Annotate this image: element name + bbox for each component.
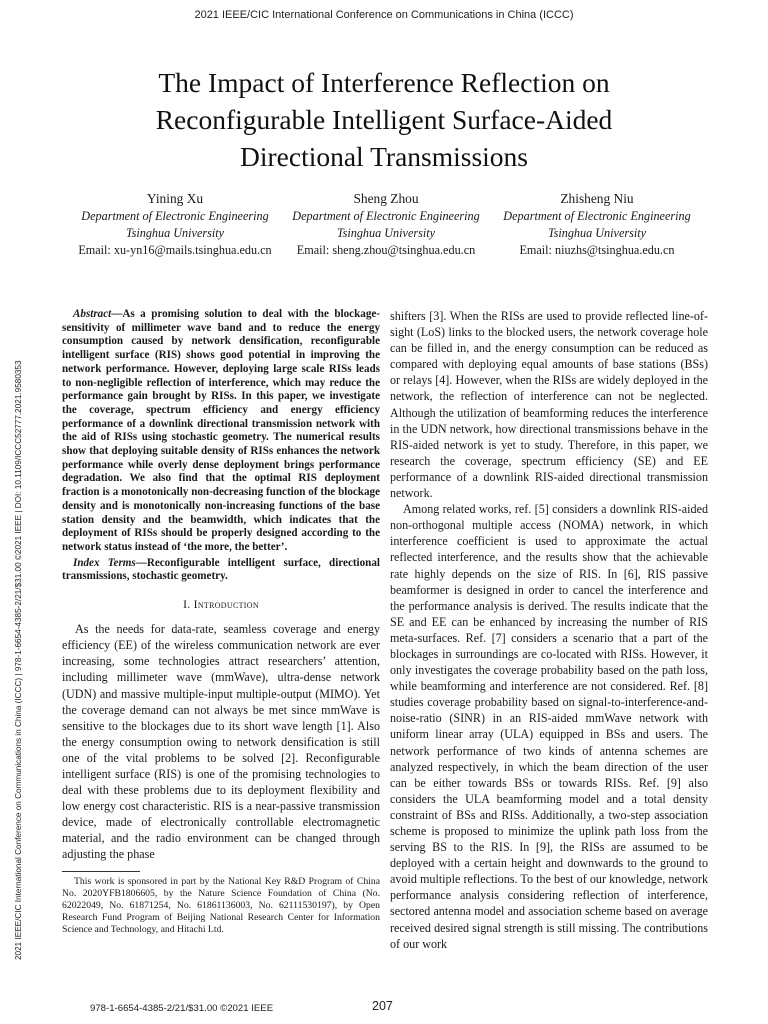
doi-side-strip: 2021 IEEE/CIC International Conference on Communications in China (ICCC) | 978-1-6654-4385-2/21/$31.00 ©2021 IEEE | DOI: 10.1109/ICCC52777.2021.9580353: [14, 360, 23, 960]
author-university: Tsinghua University: [125, 226, 225, 240]
abstract-lead: Abstract: [73, 308, 112, 320]
page-number: 207: [372, 999, 393, 1013]
body-paragraph: shifters [3]. When the RISs are used to provide reflected line-of-sight (LoS) links to the blocked users, the network coverage hole can be filled in, and the energy consumption can be reduced as compared with deploying equal amounts of base stations (BSs) or relays [4]. However, when the RISs are widely deployed in the network, the reflection of interference can not be neglected. Although the utilization of beamforming reduces the interference in the UDN network, how directional transmissions behave in the RIS-aided network is yet to study. Therefore, in this paper, we research the coverage, spectrum efficiency (SE) and EE performance of a downlink RIS-aided directional transmission network.: [390, 309, 708, 501]
title-line: The Impact of Interference Reflection on: [158, 67, 610, 98]
author-block-1: [70, 190, 280, 259]
author-email: Email: niuzhs@tsinghua.edu.cn: [519, 243, 675, 257]
running-head: 2021 IEEE/CIC International Conference on Communications in China (ICCC): [194, 9, 574, 21]
intro-paragraph: As the needs for data-rate, seamless coverage and energy efficiency (EE) of the wireless communication network are ever increasing, some technologies attract researchers’ attention, including millimeter wave (mmWave), ultra-dense network (UDN) and massive multiple-input multiple-output (MIMO). Yet the coverage demand can not always be met since mmWave is sensitive to the blockages due to its short wave length [1]. Also the energy consumption owing to network densification is still one of the vital problems to be solved [2]. Reconfigurable intelligent surface (RIS) is one of the promising technologies to deal with these problems due to its deployment flexibility and low energy cost characteristic. RIS is a near-passive transmission device, made of electronically controllable electromagnetic material, and the radio environment can be changed through adjusting the phase: [62, 622, 380, 862]
section-numeral: I.: [183, 598, 194, 612]
author-email: Email: sheng.zhou@tsinghua.edu.cn: [296, 243, 476, 257]
copyright-footer: 978-1-6654-4385-2/21/$31.00 ©2021 IEEE: [90, 1003, 274, 1014]
abstract-text: —As a promising solution to deal with the blockage-sensitivity of millimeter wave band and to reduce the energy consumption caused by network densification, reconfigurable intelligent surface (RIS) shows good potential in improving the network performance. However, deploying large scale RISs leads to non-negligible reflection of interference, which may reduce the performance gain brought by RISs. In this paper, we investigate the coverage, spectrum efficiency and energy efficiency performance of a downlink directional transmission network with the aid of RISs using stochastic geometry. The numerical results show that deploying suitable density of RISs enhances the network performance while overly dense deployment brings performance degradation. We also find that the optimal RIS deployment fraction is a monotonically non-decreasing function of the blockage density and is monotonically non-increasing functions of the base station density and the beamwidth, which indicates that the deployment of RISs should be properly designed according to the network status instead of ‘the more, the better’.: [62, 308, 380, 553]
author-name: Sheng Zhou: [353, 191, 419, 206]
title-line: Reconfigurable Intelligent Surface-Aided: [155, 104, 613, 135]
author-department: Department of Electronic Engineering: [503, 209, 691, 223]
author-university: Tsinghua University: [547, 226, 647, 240]
author-block-2: [281, 190, 491, 259]
index-terms-text: —Reconfigurable intelligent surface, directional transmissions, stochastic geometry.: [62, 556, 380, 583]
paper-title: [84, 64, 684, 175]
author-name: Zhisheng Niu: [560, 191, 634, 206]
footnote-divider: [62, 871, 140, 872]
funding-footnote: This work is sponsored in part by the National Key R&D Program of China No. 2020YFB1806605, by the Nature Science Foundation of China (No. 62022049, No. 61871254, No. 61861136003, No. 62111530197), by Open Research Fund Program of Beijing National Research Center for Information Science and Technology, and Hitachi Ltd.: [62, 875, 380, 935]
author-email: Email: xu-yn16@mails.tsinghua.edu.cn: [78, 243, 272, 257]
abstract: [62, 308, 380, 555]
left-column: [62, 308, 380, 936]
related-works-paragraph: Among related works, ref. [5] considers a downlink RIS-aided non-orthogonal multiple access (NOMA) network, in which interference coefficient is used to approximate the actual reflected interference, and the results show that the achievable rate highly depends on the size of RIS. In [6], RIS passive beamformer is designed in order to cancel the interference and the performance analysis is derived. The results indicate that the SE and EE can be enhanced by increasing the number of RIS meta-surfaces. Ref. [7] considers a scenario that a part of the blockages in surroundings are co-located with RISs. However, it only investigates the coverage probability based on the path loss, while beamforming and interference are not considered. Ref. [8] studies coverage probability based on signal-to-interference-and-noise-ratio (SINR) in an RIS-aided mmWave network with uniform linear array (ULA) equipped in BSs and users. The network performance of two kinds of antenna schemes are analyzed respectively, in which the beam direction of the user can be either towards BSs or towards RISs. Ref. [9] also considers the ULA beamforming model and a total density constraint of BSs and RISs. Additionally, a two-step association scheme is proposed to minimize the uplink path loss from the serving BS to the RIS. In [9], the RISs are assumed to be deployed with a certain height and downwards to the ground to avoid multiple reflections. To the best of our knowledge, network performance analysis considering reflection of interference, sectored antenna model and association scheme based on average received desired signal strength is still missing. The contributions of our work: [390, 502, 708, 951]
author-block-3: [492, 190, 702, 259]
author-department: Department of Electronic Engineering: [81, 209, 269, 223]
author-department: Department of Electronic Engineering: [292, 209, 480, 223]
section-title: Introduction: [193, 598, 259, 612]
index-terms-lead: Index Terms: [73, 556, 136, 569]
right-column: [390, 308, 708, 952]
index-terms: [62, 557, 380, 584]
title-line: Directional Transmissions: [240, 141, 528, 172]
author-university: Tsinghua University: [336, 226, 436, 240]
author-name: Yining Xu: [146, 191, 204, 206]
section-heading-introduction: [62, 597, 380, 613]
